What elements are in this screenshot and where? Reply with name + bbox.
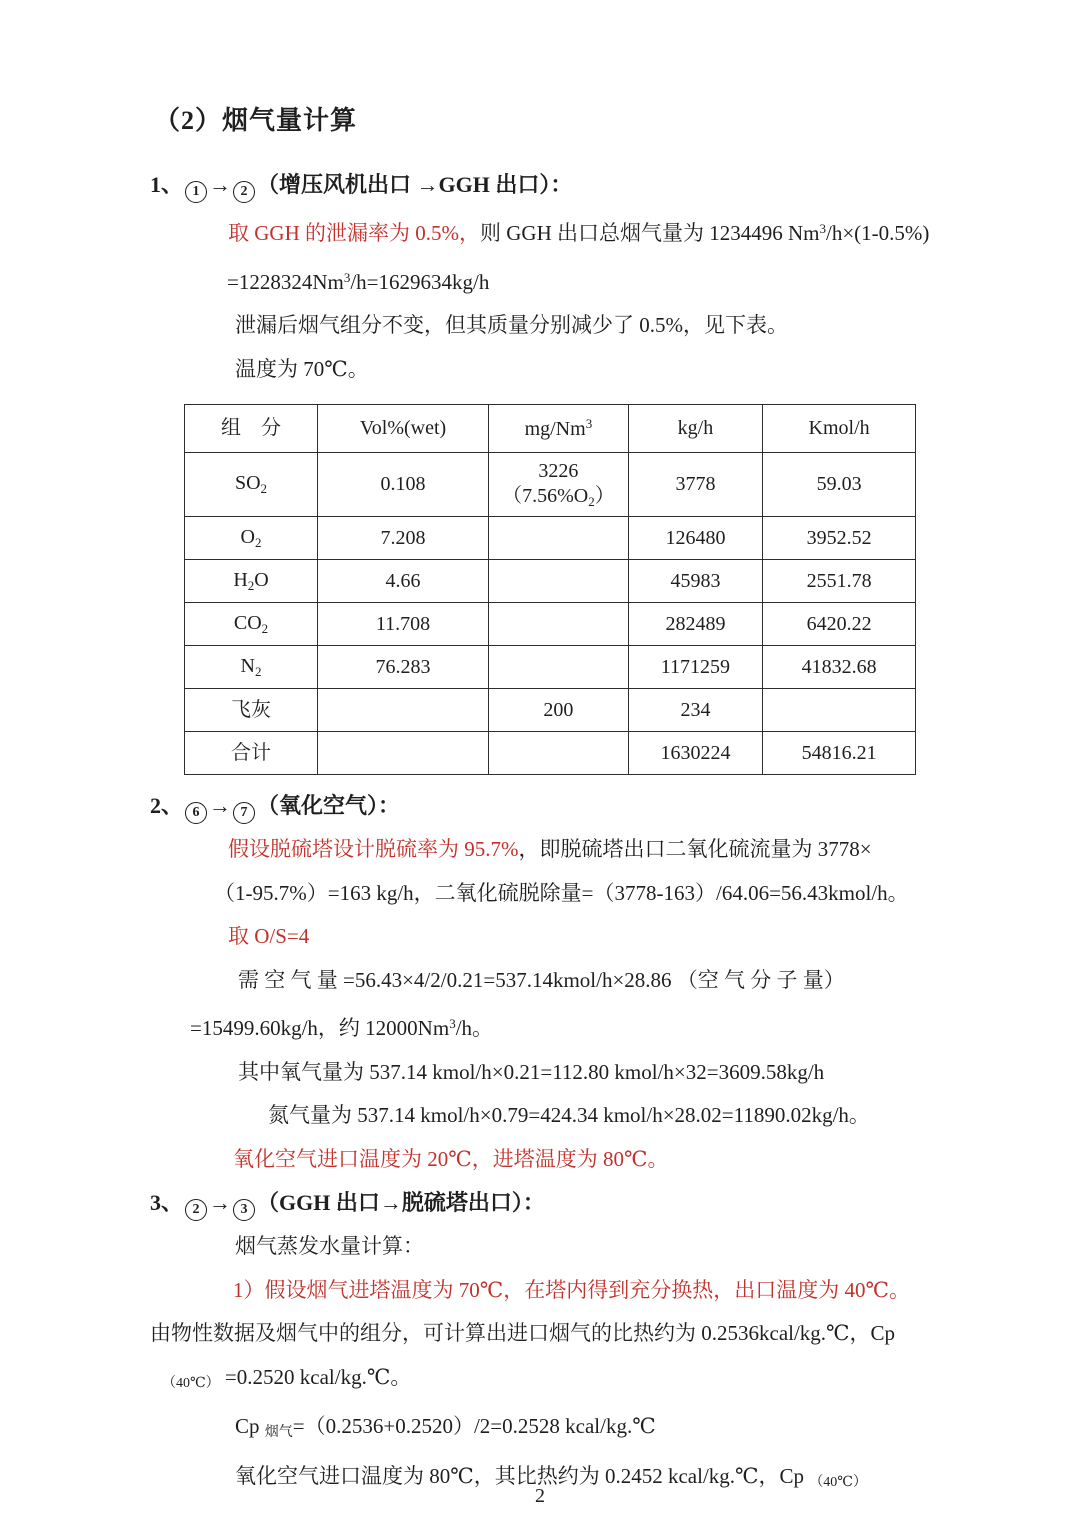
text-run: 2 [261,620,269,636]
table-cell [185,732,318,775]
table-cell [489,603,629,646]
text-run: （7.56%O [502,484,589,507]
arrow-glyph: → [209,172,232,197]
table-cell [318,732,489,775]
circled-number: 1 [185,181,207,203]
table-cell [628,517,763,560]
table-row [185,517,916,560]
text-line [235,348,950,392]
text-run: 需 空 气 量 =56.43×4/2/0.21=537.14kmol/h×28.86 （空 气 分 子 量） [238,967,845,992]
text-run: 59.03 [816,473,862,495]
circled-number: 2 [185,1199,207,1221]
table-cell [318,560,489,603]
table-cell [318,603,489,646]
table-cell [318,453,489,517]
text-run: 3952.52 [806,526,872,549]
text-run: 3778 [675,473,716,495]
table-cell [489,517,629,560]
flue-gas-composition-table [184,404,916,775]
table-cell [763,689,916,732]
text-run: （40℃） [809,1474,867,1490]
text-run: 3 [585,415,593,431]
text-run: 其中氧气量为 537.14 kmol/h×0.21=112.80 kmol/h×32=3609.58kg/h [238,1059,825,1084]
text-run: 烟气 [264,1425,293,1440]
text-run: 2 [254,534,262,550]
table-cell [318,646,489,689]
text-run: 1171259 [660,655,731,678]
table-cell [628,689,763,732]
page-number: 2 [535,1485,545,1507]
text-run: 烟气蒸发水量计算： [235,1234,424,1258]
text-run: 2 [247,577,255,593]
table-cell [185,517,318,560]
column-header [763,405,916,453]
section-heading-3 [150,1181,950,1225]
table-cell [763,560,916,603]
text-run: =（0.2536+0.2520）/2=0.2528 kcal/kg.℃ [292,1414,656,1438]
table-header-row [185,405,916,453]
text-run: 2 [254,663,262,679]
text-line [233,1269,950,1313]
table-cell [763,646,916,689]
text-run: 126480 [665,526,726,549]
text-run: 2 [588,493,595,509]
table-cell [489,646,629,689]
text-run: O [240,525,255,548]
text-run: SO [234,472,261,495]
text-run: H [233,568,248,591]
table-cell [489,453,629,517]
text-run: /h=1629634kg/h [350,269,490,294]
text-run: 氮气量为 537.14 kmol/h×0.79=424.34 kmol/h×28.02=11890.02kg/h。 [268,1103,870,1127]
table-cell [628,646,763,689]
text-run: ） [594,484,615,507]
arrow-glyph: → [209,793,232,818]
text-run: Cp [235,1414,265,1438]
table-cell [185,603,318,646]
section-number: 1、 [150,172,184,197]
text-run: 282489 [665,612,726,635]
table-cell [489,732,629,775]
text-line [228,207,950,256]
table-cell [628,453,763,517]
text-run: 组 分 [221,417,282,439]
text-run: =0.2520 kcal/kg.℃。 [219,1364,412,1389]
text-run: O [254,568,269,591]
text-run: 54816.21 [801,741,877,764]
text-line [268,1094,950,1138]
column-header [489,405,629,453]
table-cell [489,689,629,732]
page-title: （2）烟气量计算 [154,106,358,135]
text-run: kg/h [677,417,714,439]
text-run: 1630224 [660,741,731,764]
table-row [185,603,916,646]
text-run: 2 [260,481,268,497]
text-run: 取 O/S=4 [228,924,310,948]
table-cell [185,560,318,603]
document-content [150,100,950,1504]
circled-number: 2 [233,181,255,203]
table-cell [628,560,763,603]
text-run: 11.708 [375,612,431,635]
text-line [235,304,950,348]
text-line [233,1138,950,1182]
text-line [235,1225,950,1269]
table-row [185,689,916,732]
text-run: N [240,654,255,677]
circled-number: 7 [233,802,255,824]
text-run: 0.108 [380,473,426,495]
table-cell [763,453,916,517]
table-cell [489,560,629,603]
text-run: 氧化空气进口温度为 20℃，进塔温度为 80℃。 [233,1146,669,1171]
circled-number: 3 [233,1199,255,1221]
table-row [185,646,916,689]
text-run: 3 [449,1016,456,1031]
text-run: 由物性数据及烟气中的组分，可计算出进口烟气的比热约为 0.2536kcal/kg.℃，Cp [150,1321,896,1345]
text-run: 3 [343,269,351,285]
text-run: 7.208 [380,526,426,549]
text-run: =15499.60kg/h，约 12000Nm [190,1016,450,1040]
text-run: Kmol/h [808,417,870,439]
text-run: （1-95.7%）=163 kg/h，二氧化硫脱除量=（3778-163）/64.06=56.43kmol/h。 [214,880,909,905]
table-cell [185,646,318,689]
text-run: 200 [543,698,574,721]
table-cell [763,603,916,646]
text-line [162,1356,950,1406]
text-run: 取 GGH 的泄漏率为 0.5%， [228,221,480,245]
text-line [190,1002,950,1051]
circled-number: 6 [185,802,207,824]
text-run: 飞灰 [231,698,272,721]
text-line [228,915,950,959]
table-cell [185,689,318,732]
text-run: 泄漏后烟气组分不变，但其质量分别减少了 0.5%，见下表。 [235,313,788,337]
text-run: CO [233,611,262,634]
text-run: 则 GGH 出口总烟气量为 1234496 Nm [480,221,820,245]
text-run: 41832.68 [801,655,877,678]
column-header [185,405,318,453]
text-run: /h×(1-0.5%) [826,221,930,245]
section-heading-1 [150,163,950,207]
table-cell [318,517,489,560]
section-title-text: （氧化空气）： [257,793,401,818]
text-line [238,1051,950,1095]
text-run: ，即脱硫塔出口二氧化硫流量为 3778× [518,837,872,861]
section-title-text: （GGH 出口→脱硫塔出口）： [257,1190,545,1215]
arrow-glyph: → [209,1190,232,1215]
text-run: 2551.78 [806,569,872,592]
text-line [228,828,950,872]
table-cell [628,732,763,775]
text-run: Vol%(wet) [359,417,447,439]
text-run: 3 [819,221,826,236]
text-run: 6420.22 [806,612,872,635]
text-run: 234 [680,698,711,721]
table-row [185,560,916,603]
section-number: 2、 [150,793,184,818]
table-cell [763,517,916,560]
table-cell [185,453,318,517]
text-run: 76.283 [375,655,431,678]
text-run: 45983 [670,569,721,592]
document-body [150,163,950,1504]
section-number: 3、 [150,1190,184,1215]
text-line [235,1405,950,1455]
section-title-text: （增压风机出口 →GGH 出口）： [257,172,573,197]
text-run: =1228324Nm [227,269,344,294]
text-run: 温度为 70℃。 [235,356,369,381]
column-header [318,405,489,453]
text-run: 假设脱硫塔设计脱硫率为 95.7% [228,837,519,861]
text-run: 1）假设烟气进塔温度为 70℃，在塔内得到充分换热，出口温度为 40℃。 [233,1277,910,1302]
text-run: 氧化空气进口温度为 80℃，其比热约为 0.2452 kcal/kg.℃，Cp [235,1463,810,1488]
table-cell [318,689,489,732]
text-line [238,959,950,1003]
table-cell [763,732,916,775]
column-header [628,405,763,453]
table-row [185,732,916,775]
text-run: mg/Nm [524,417,586,440]
section-heading-2 [150,784,950,828]
table-row [185,453,916,517]
text-run: （40℃） [162,1375,220,1391]
text-run: /h。 [455,1016,494,1040]
text-line [150,1312,950,1356]
table-cell [628,603,763,646]
text-line [214,872,950,916]
text-run: 3226 [538,459,579,482]
text-run: 4.66 [385,569,421,592]
text-run: 合计 [231,741,272,764]
text-line [227,256,950,305]
